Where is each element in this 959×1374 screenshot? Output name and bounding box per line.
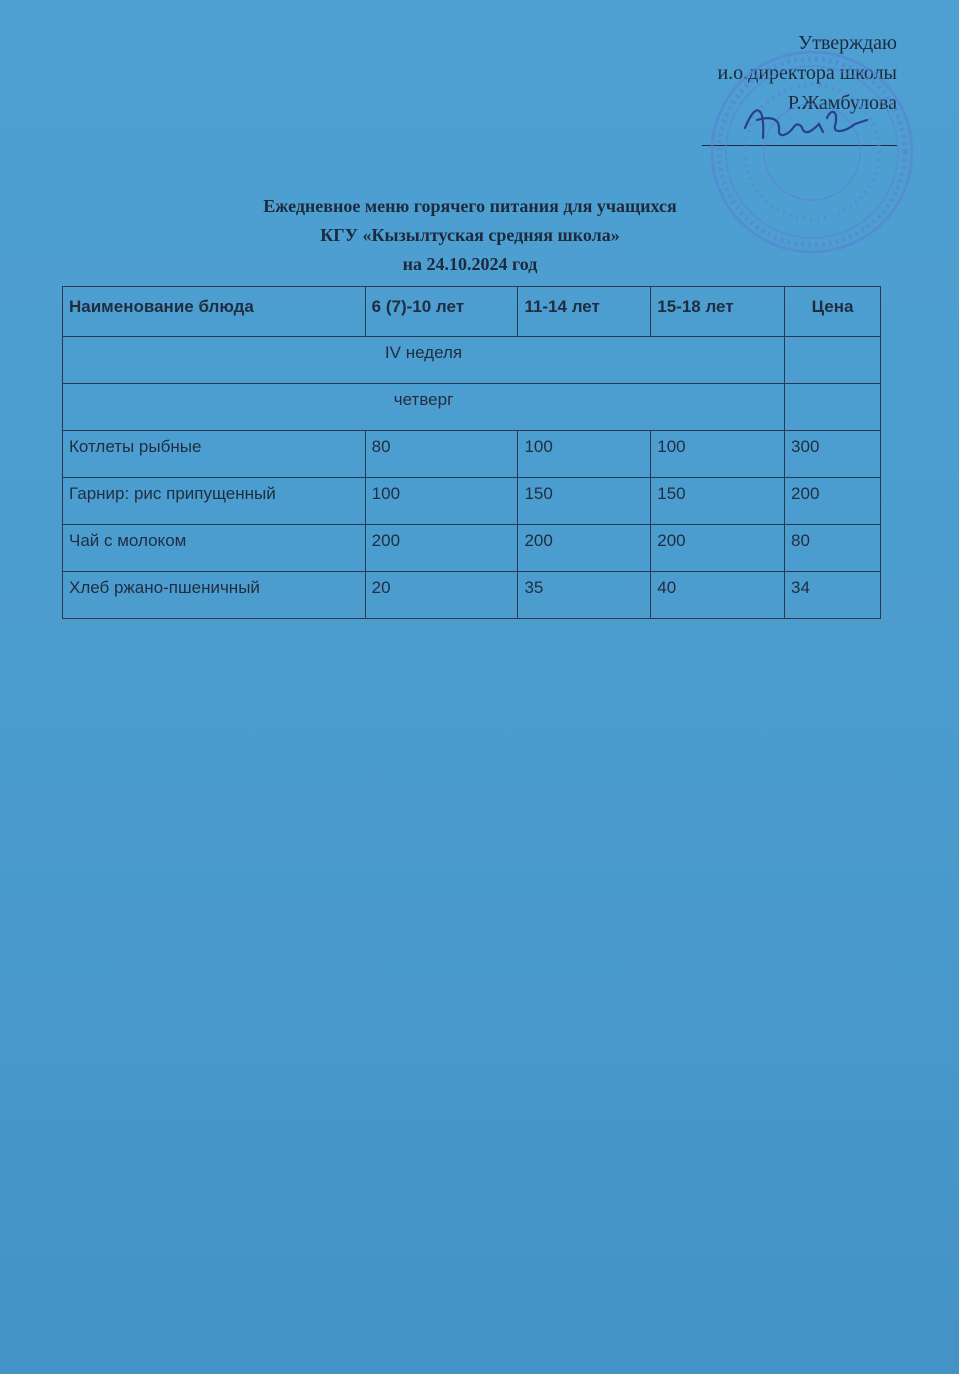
portion-6-10: 20 bbox=[365, 572, 518, 619]
table-row bbox=[63, 525, 881, 572]
approval-line-1: Утверждаю bbox=[798, 32, 897, 54]
document-title bbox=[0, 192, 940, 279]
dish-price: 200 bbox=[785, 478, 881, 525]
week-row bbox=[63, 337, 881, 384]
portion-11-14: 35 bbox=[518, 572, 651, 619]
title-date: на 24.10.2024 год bbox=[402, 254, 538, 274]
day-empty-cell bbox=[785, 384, 881, 431]
portion-6-10: 100 bbox=[365, 478, 518, 525]
day-label: четверг bbox=[63, 384, 785, 431]
dish-price: 80 bbox=[785, 525, 881, 572]
day-row bbox=[63, 384, 881, 431]
portion-6-10: 200 bbox=[365, 525, 518, 572]
table-header-row bbox=[63, 287, 881, 337]
portion-6-10: 80 bbox=[365, 431, 518, 478]
header-age-15-18: 15-18 лет bbox=[651, 287, 785, 337]
dish-price: 34 bbox=[785, 572, 881, 619]
week-label: IV неделя bbox=[63, 337, 785, 384]
portion-11-14: 150 bbox=[518, 478, 651, 525]
portion-15-18: 40 bbox=[651, 572, 785, 619]
header-age-11-14: 11-14 лет bbox=[518, 287, 651, 337]
table-row bbox=[63, 572, 881, 619]
header-price: Цена bbox=[785, 287, 881, 337]
week-empty-cell bbox=[785, 337, 881, 384]
title-line-1: Ежедневное меню горячего питания для учащихся bbox=[263, 196, 677, 216]
dish-name: Гарнир: рис припущенный bbox=[63, 478, 366, 525]
approval-line-3: Р.Жамбулова bbox=[787, 92, 897, 114]
portion-15-18: 100 bbox=[651, 431, 785, 478]
dish-price: 300 bbox=[785, 431, 881, 478]
header-age-6-10: 6 (7)-10 лет bbox=[365, 287, 518, 337]
portion-11-14: 100 bbox=[518, 431, 651, 478]
dish-name: Хлеб ржано-пшеничный bbox=[63, 572, 366, 619]
signature-icon bbox=[735, 98, 875, 158]
table-row bbox=[63, 431, 881, 478]
menu-table bbox=[62, 286, 881, 619]
approval-line-2: и.о.директора школы bbox=[717, 62, 897, 84]
portion-15-18: 150 bbox=[651, 478, 785, 525]
title-line-2: КГУ «Кызылтуская средняя школа» bbox=[320, 225, 620, 245]
dish-name: Котлеты рыбные bbox=[63, 431, 366, 478]
table-row bbox=[63, 478, 881, 525]
dish-name: Чай с молоком bbox=[63, 525, 366, 572]
portion-15-18: 200 bbox=[651, 525, 785, 572]
portion-11-14: 200 bbox=[518, 525, 651, 572]
header-dish-name: Наименование блюда bbox=[63, 287, 366, 337]
